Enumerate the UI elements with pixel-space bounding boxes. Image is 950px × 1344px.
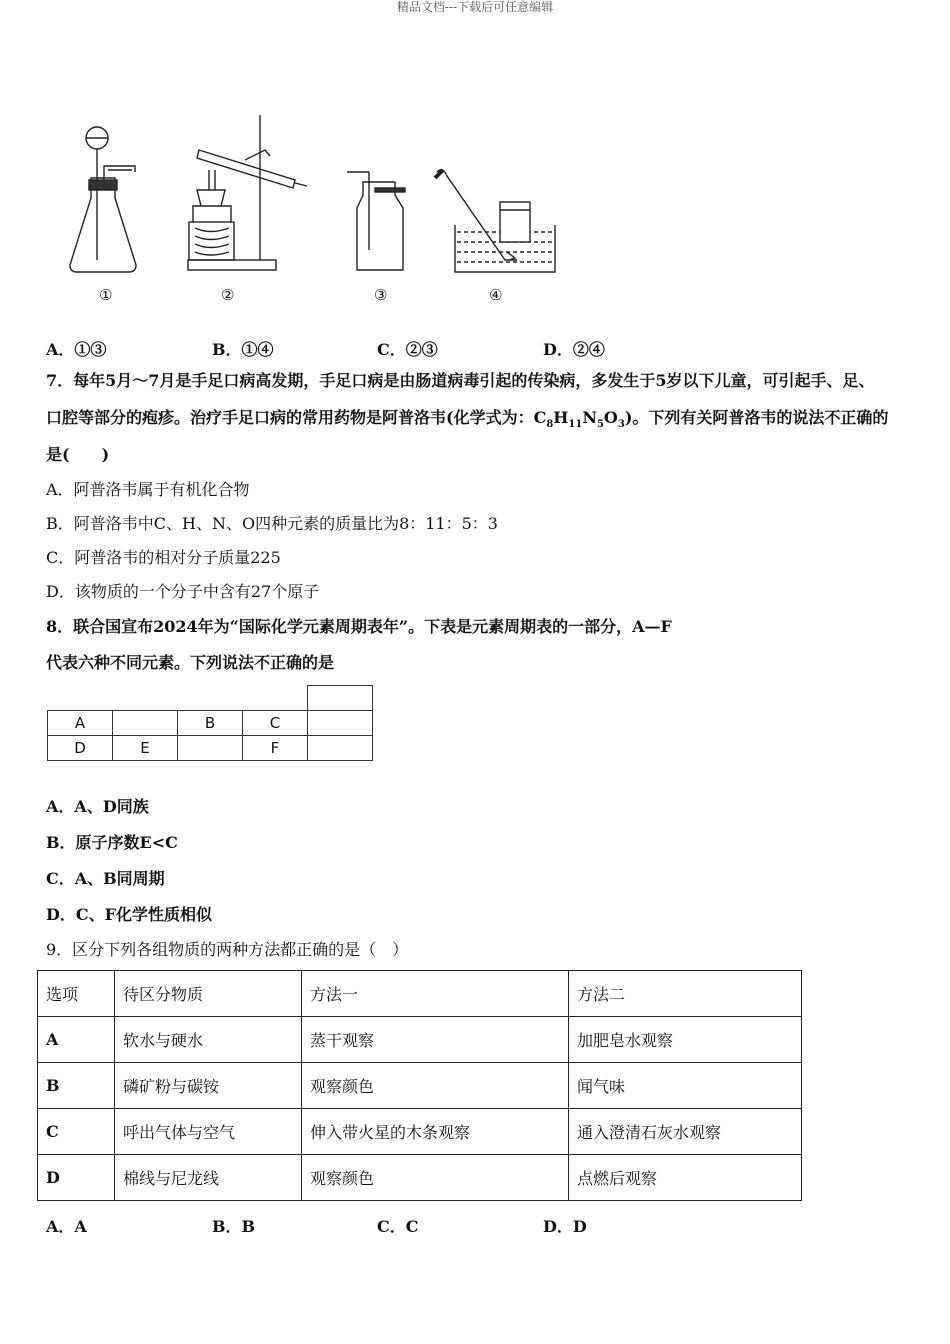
q9-table: [37, 970, 802, 1201]
table-cell: 观察颜色: [302, 1155, 569, 1201]
q6-option-b: B．①④: [212, 340, 274, 359]
table-cell: 呼出气体与空气: [115, 1109, 302, 1155]
periodic-table-fragment: [47, 685, 373, 761]
apparatus-figures: [60, 110, 580, 310]
q9-option-b: B．B: [212, 1217, 256, 1236]
pt-cell: [48, 686, 113, 711]
table-cell: 软水与硬水: [115, 1017, 302, 1063]
table-cell: A: [38, 1017, 115, 1063]
table-header: 方法二: [569, 971, 802, 1017]
table-header: 方法一: [302, 971, 569, 1017]
q7-option-a: A．阿普洛韦属于有机化合物: [46, 480, 250, 499]
table-cell: 蒸干观察: [302, 1017, 569, 1063]
q9-option-a: A．A: [46, 1217, 87, 1236]
table-row: [38, 1155, 802, 1201]
q8-stem-line1: 8．联合国宣布2024年为“国际化学元素周期表年”。下表是元素周期表的一部分，A—F: [46, 617, 672, 636]
table-cell: 观察颜色: [302, 1063, 569, 1109]
table-cell: 点燃后观察: [569, 1155, 802, 1201]
figure-label-3: ③: [374, 286, 388, 304]
q6-option-a: A．①③: [46, 340, 107, 359]
q7-stem-line1: 7．每年5月～7月是手足口病高发期，手足口病是由肠道病毒引起的传染病，多发生于5岁以下儿童，可引起手、足、: [46, 371, 875, 390]
q8-option-c: C．A、B同周期: [46, 869, 165, 888]
erlenmeyer-flask-apparatus: [70, 127, 136, 272]
pt-cell: [113, 686, 178, 711]
q7-stem-line2: 口腔等部分的疱疹。治疗手足口病的常用药物是阿普洛韦(化学式为：$C_8H_{11}N_5O_3$)。下列有关阿普洛韦的说法不正确的: [46, 408, 889, 431]
pt-cell-c: C: [243, 711, 308, 736]
table-row: [38, 1017, 802, 1063]
table-row: [38, 1109, 802, 1155]
table-header: 选项: [38, 971, 115, 1017]
table-cell: D: [38, 1155, 115, 1201]
q9-option-c: C．C: [377, 1217, 419, 1236]
pt-cell-b: B: [178, 711, 243, 736]
q6-option-c: C．②③: [377, 340, 438, 359]
pt-cell: [308, 711, 373, 736]
page-header: 精品文档---下载后可任意编辑: [396, 0, 554, 14]
table-cell: B: [38, 1063, 115, 1109]
pt-cell: [308, 686, 373, 711]
q8-option-a: A．A、D同族: [46, 797, 149, 816]
q9-stem: 9．区分下列各组物质的两种方法都正确的是（ ）: [46, 940, 409, 959]
q8-stem-line2: 代表六种不同元素。下列说法不正确的是: [46, 653, 335, 672]
figure-label-1: ①: [99, 286, 113, 304]
q7-option-b: B．阿普洛韦中C、H、N、O四种元素的质量比为8：11：5：3: [46, 514, 498, 533]
table-cell: 伸入带火星的木条观察: [302, 1109, 569, 1155]
q7-option-d: D．该物质的一个分子中含有27个原子: [46, 582, 320, 601]
table-header: 待区分物质: [115, 971, 302, 1017]
pt-cell: [113, 711, 178, 736]
gas-bottle-apparatus: [347, 172, 405, 270]
q6-option-d: D．②④: [543, 340, 605, 359]
figure-label-2: ②: [221, 286, 235, 304]
table-cell: 通入澄清石灰水观察: [569, 1109, 802, 1155]
heating-stand-apparatus: [188, 115, 307, 270]
q8-option-b: B．原子序数E<C: [46, 833, 178, 852]
pt-cell-a: A: [48, 711, 113, 736]
pt-cell: [178, 736, 243, 761]
pt-cell-e: E: [113, 736, 178, 761]
q8-option-d: D．C、F化学性质相似: [46, 905, 212, 924]
table-row: [38, 1063, 802, 1109]
apparatus-drawings: [60, 110, 580, 290]
water-trough-apparatus: [435, 170, 555, 272]
table-cell: 磷矿粉与碳铵: [115, 1063, 302, 1109]
q7-stem-line3: 是( ): [46, 445, 110, 464]
pt-cell-f: F: [243, 736, 308, 761]
table-cell: 加肥皂水观察: [569, 1017, 802, 1063]
pt-cell-d: D: [48, 736, 113, 761]
table-header-row: [38, 971, 802, 1017]
pt-cell: [178, 686, 243, 711]
table-cell: 闻气味: [569, 1063, 802, 1109]
chemical-formula: $C_8H_{11}N_5O_3$: [533, 408, 625, 431]
q9-option-d: D．D: [543, 1217, 587, 1236]
table-cell: C: [38, 1109, 115, 1155]
pt-cell: [243, 686, 308, 711]
table-cell: 棉线与尼龙线: [115, 1155, 302, 1201]
q7-option-c: C．阿普洛韦的相对分子质量225: [46, 548, 281, 567]
figure-label-4: ④: [489, 286, 503, 304]
pt-cell: [308, 736, 373, 761]
